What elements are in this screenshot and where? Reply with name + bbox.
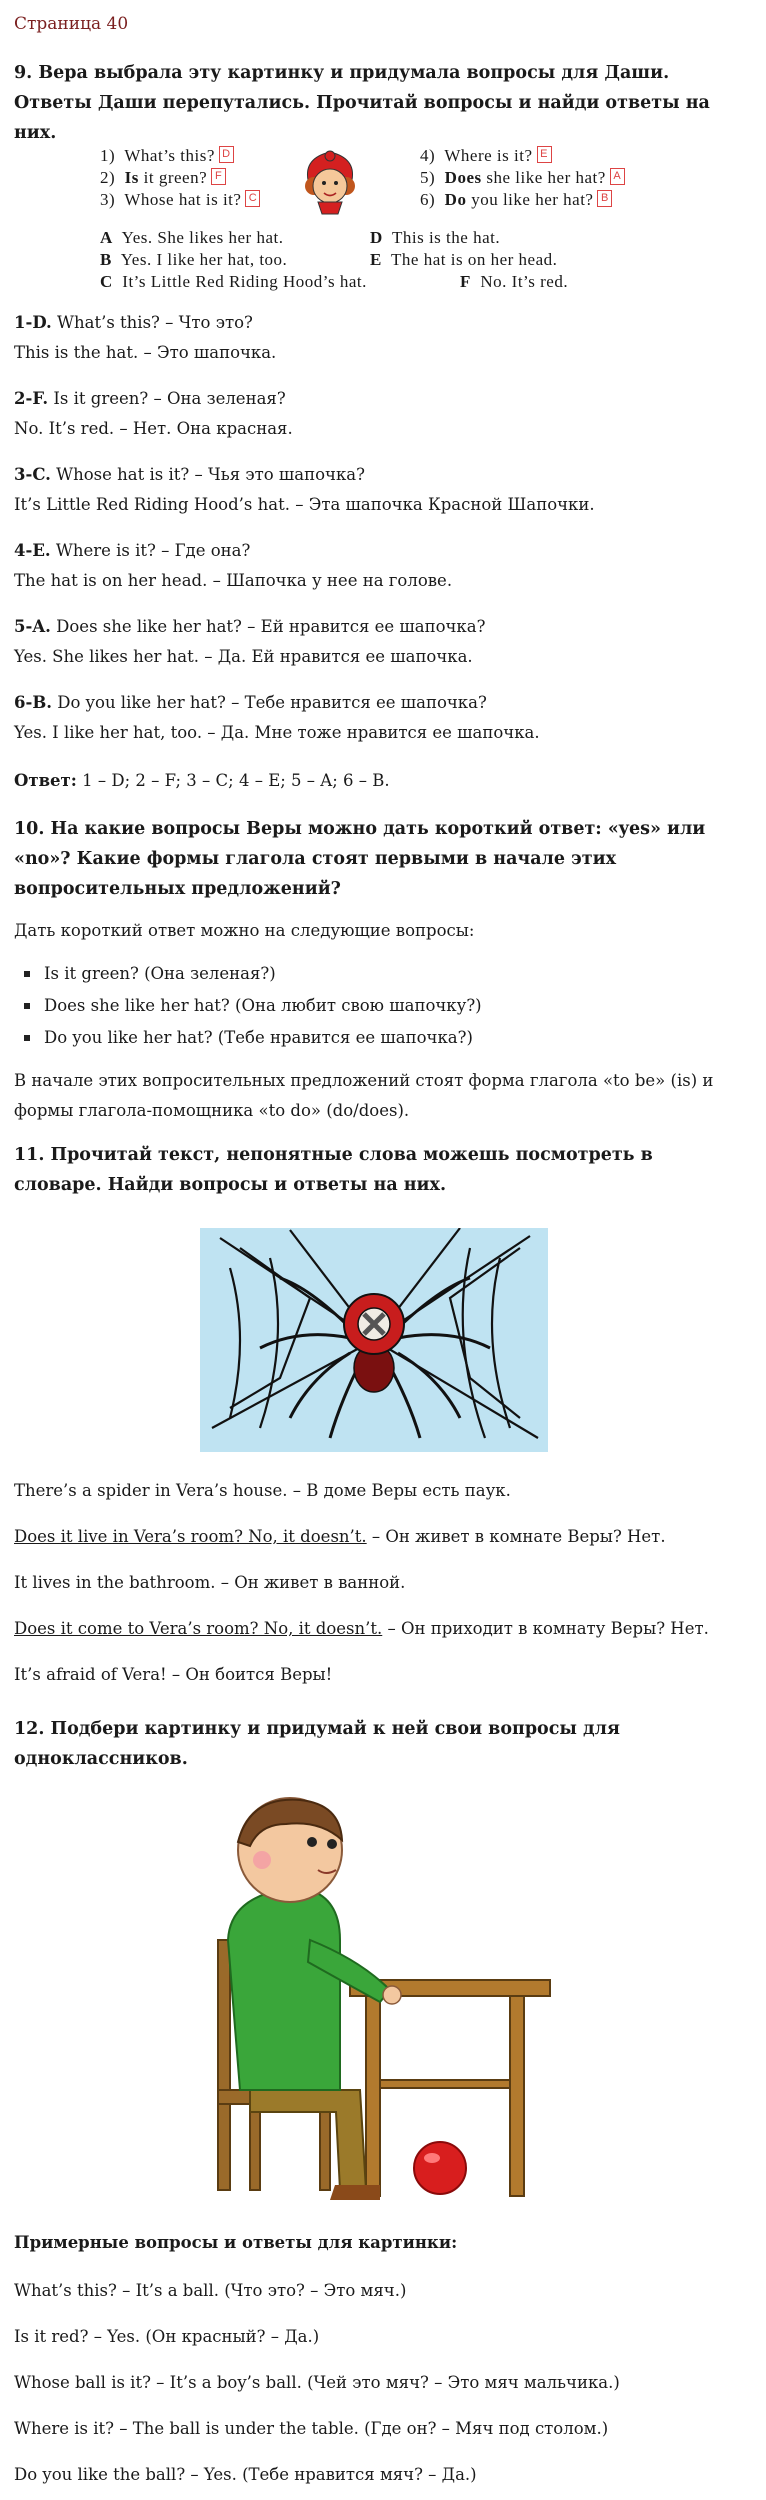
ex12-heading: 12. Подбери картинку и придумай к ней свои вопросы для одноклассников. (14, 1719, 620, 1769)
list-item: Does she like her hat? (Она любит свою шапочку?) (40, 990, 720, 1022)
answer-b: B Yes. I like her hat, too. (100, 250, 288, 269)
ex12-line-5: Do you like the ball? – Yes. (Тебе нравится мяч? – Да.) (14, 2465, 477, 2484)
ex11-heading: 11. Прочитай текст, непонятные слова можешь посмотреть в словаре. Найди вопросы и ответы на них. (14, 1145, 653, 1195)
ex11-line-5: It’s afraid of Vera! – Он боится Веры! (14, 1665, 333, 1684)
ex9-item-3: 3-C. Whose hat is it? – Чья это шапочка? It’s Little Red Riding Hood’s hat. – Эта шапочка Красной Шапочки. (14, 465, 595, 514)
answer-f: F No. It’s red. (460, 272, 569, 291)
ex10-heading: 10. На какие вопросы Веры можно дать короткий ответ: «yes» или «no»? Какие формы глагола стоят первыми в начале этих вопросительных предложений? (14, 819, 706, 899)
ex9-item-6: 6-B. Do you like her hat? – Тебе нравится ее шапочка? Yes. I like her hat, too. – Да. Мне тоже нравится ее шапочка. (14, 693, 540, 742)
answer-d: D This is the hat. (370, 228, 501, 247)
ex12-line-2: Is it red? – Yes. (Он красный? – Да.) (14, 2327, 320, 2346)
boy-at-table-image (190, 1790, 560, 2210)
ex12-line-4: Where is it? – The ball is under the table. (Где он? – Мяч под столом.) (14, 2419, 609, 2438)
ex11-line-2: Does it live in Vera’s room? No, it doesn’t. – Он живет в комнате Веры? Нет. (14, 1527, 666, 1546)
list-item: Do you like her hat? (Тебе нравится ее шапочка?) (40, 1022, 720, 1054)
textbook-excerpt (100, 146, 680, 296)
ex10-outro: В начале этих вопросительных предложений стоят форма глагола «to be» (is) и формы глагола-помощника «to do» (do/does). (14, 1071, 714, 1120)
answer-a: A Yes. She likes her hat. (100, 228, 284, 247)
ex11-line-1: There’s a spider in Vera’s house. – В доме Веры есть паук. (14, 1481, 511, 1500)
question-5: 5) Does she like her hat? A (420, 168, 625, 188)
ex9-answer: Ответ: 1 – D; 2 – F; 3 – C; 4 – E; 5 – A; 6 – B. (14, 771, 390, 790)
ex11-line-3: It lives in the bathroom. – Он живет в ванной. (14, 1573, 406, 1592)
ex10-intro: Дать короткий ответ можно на следующие вопросы: (14, 921, 475, 940)
answer-c: C It’s Little Red Riding Hood’s hat. (100, 272, 367, 291)
ex9-heading: 9. Вера выбрала эту картинку и придумала вопросы для Даши. Ответы Даши перепутались. Прочитай вопросы и найди ответы на них. (14, 63, 710, 143)
question-2: 2) Is it green? F (100, 168, 226, 188)
red-riding-hood-icon (298, 146, 362, 216)
question-3: 3) Whose hat is it? C (100, 190, 260, 210)
question-4: 4) Where is it? E (420, 146, 552, 166)
ex12-line-3: Whose ball is it? – It’s a boy’s ball. (Чей это мяч? – Это мяч мальчика.) (14, 2373, 620, 2392)
answer-e: E The hat is on her head. (370, 250, 558, 269)
ex9-item-1: 1-D. What’s this? – Что это? This is the hat. – Это шапочка. (14, 313, 277, 362)
ex12-line-1: What’s this? – It’s a ball. (Что это? – Это мяч.) (14, 2281, 407, 2300)
page-number: Страница 40 (14, 14, 129, 34)
ex11-line-4: Does it come to Vera’s room? No, it doesn’t. – Он приходит в комнату Веры? Нет. (14, 1619, 709, 1638)
list-item: Is it green? (Она зеленая?) (40, 958, 720, 990)
ex9-item-4: 4-E. Where is it? – Где она? The hat is on her head. – Шапочка у нее на голове. (14, 541, 453, 590)
ex12-subheading: Примерные вопросы и ответы для картинки: (14, 2233, 458, 2252)
spider-web-image (200, 1228, 548, 1452)
ex10-list (40, 958, 720, 1054)
question-1: 1) What’s this? D (100, 146, 234, 166)
ex9-item-5: 5-A. Does she like her hat? – Ей нравится ее шапочка? Yes. She likes her hat. – Да. Ей нравится ее шапочка. (14, 617, 486, 666)
question-6: 6) Do you like her hat? B (420, 190, 612, 210)
ex9-item-2: 2-F. Is it green? – Она зеленая? No. It’s red. – Нет. Она красная. (14, 389, 293, 438)
